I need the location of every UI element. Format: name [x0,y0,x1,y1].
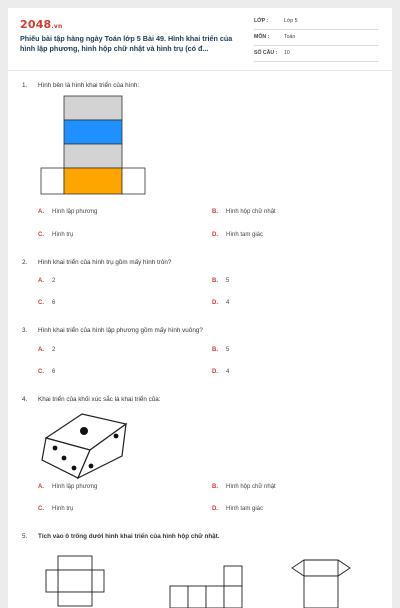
net-face-left [41,168,64,194]
site-logo[interactable]: 2048.vn [20,18,63,31]
q1-option-b[interactable]: B. Hình hộp chữ nhật [212,209,276,215]
q4-option-a[interactable]: A. Hình lập phương [38,484,98,490]
question-5: 5. Tích vào ô trống dưới hình khai triển của hình hộp chữ nhật. [22,533,220,540]
q4-option-d[interactable]: D. Hình tam giác [212,506,264,512]
dice-pip [72,466,77,471]
meta-subject: MÔN : Toán [254,32,379,46]
net-face-right [122,168,145,194]
q3-option-c[interactable]: C. 6 [38,369,56,375]
q1-option-d[interactable]: D. Hình tam giác [212,232,264,238]
q2-option-a[interactable]: A. 2 [38,278,56,284]
net-face-middle [64,144,122,168]
net-option-2[interactable] [170,566,242,608]
net-option-1[interactable] [46,556,104,606]
meta-question-count: SỐ CÂU : 10 [254,48,379,62]
question-2: 2. Hình khai triển của hình trụ gồm mấy hình tròn? [22,259,172,266]
page-title: Phiếu bài tập hàng ngày Toán lớp 5 Bài 49. Hình khai triển của hình lập phương, hình hộp chữ nhật và hình trụ (có đ... [20,34,233,53]
dice-pip [53,446,58,451]
question-5-nets [38,548,378,608]
worksheet [8,8,392,608]
q2-option-d[interactable]: D. 4 [212,300,230,306]
net-face-top [64,96,122,120]
meta-grade: LỚP : Lớp 5 [254,16,379,30]
q1-option-c[interactable]: C. Hình trụ [38,232,74,238]
question-1: 1. Hình bên là hình khai triển của hình: [22,82,140,89]
q1-option-a[interactable]: A. Hình lập phương [38,209,98,215]
question-4: 4. Khai triển của khối xúc sắc là khai triển của: [22,396,161,403]
q3-option-d[interactable]: D. 4 [212,369,230,375]
q3-option-b[interactable]: B. 5 [212,347,230,353]
dice-pip [89,464,94,469]
question-3: 3. Hình khai triển của hình lập phương gồm mấy hình vuông? [22,327,203,334]
q2-option-c[interactable]: C. 6 [38,300,56,306]
q2-option-b[interactable]: B. 5 [212,278,230,284]
dice-pip [114,434,119,439]
dice-figure [38,408,138,480]
q3-option-a[interactable]: A. 2 [38,347,56,353]
net-face-blue [64,120,122,144]
net-face-orange [64,168,122,194]
dice-pip [62,456,67,461]
q4-option-b[interactable]: B. Hình hộp chữ nhật [212,484,276,490]
net-option-3[interactable] [292,560,350,608]
header-divider [8,70,392,71]
q4-option-c[interactable]: C. Hình trụ [38,506,74,512]
cuboid-net-figure [38,94,148,196]
dice-pip [80,427,88,435]
